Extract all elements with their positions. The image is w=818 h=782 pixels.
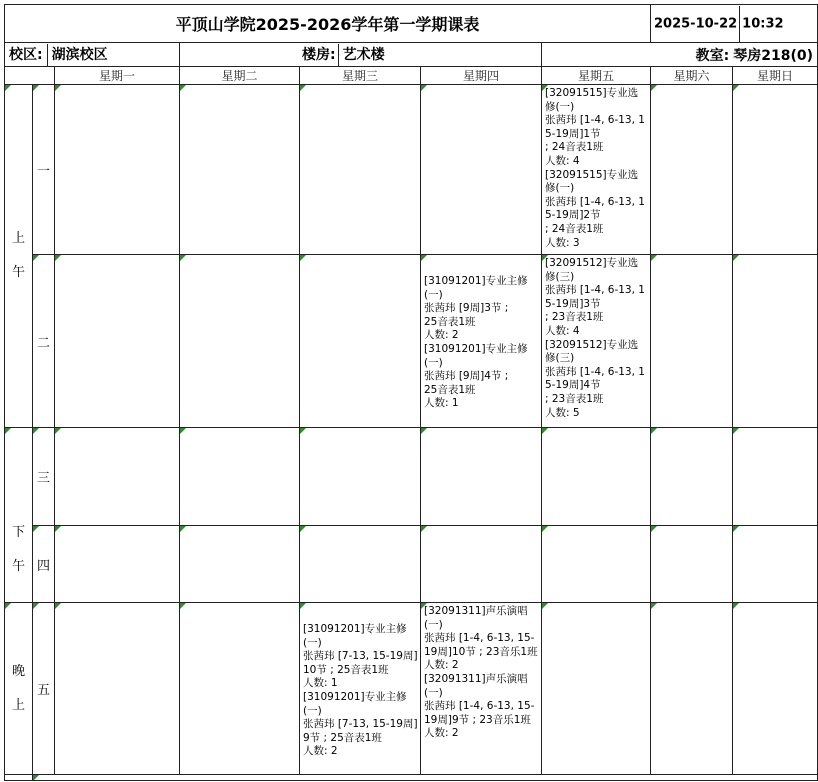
slot-p4-mon[interactable] bbox=[55, 526, 180, 603]
slot-p2-tue[interactable] bbox=[180, 255, 300, 428]
course-line: [31091201]专业主修(一) bbox=[303, 690, 407, 717]
course-line: 人数: 4 bbox=[545, 324, 580, 337]
building-info bbox=[180, 43, 542, 67]
trailing-cell bbox=[5, 775, 33, 781]
section-evening-char-1: 晚 bbox=[11, 663, 25, 679]
course-line: 人数: 3 bbox=[545, 236, 580, 249]
room-info bbox=[542, 43, 818, 67]
slot-p1-thu[interactable] bbox=[421, 85, 542, 255]
slot-p4-tue[interactable] bbox=[180, 526, 300, 603]
period-5: 五 bbox=[33, 603, 55, 775]
slot-p3-sun[interactable] bbox=[733, 428, 818, 526]
course-line: 张茜玮 [9周]3节 ; bbox=[424, 302, 509, 315]
slot-p4-sat[interactable] bbox=[651, 526, 733, 603]
course-line: [31091201]专业主修(一) bbox=[424, 275, 528, 301]
slot-p3-mon[interactable] bbox=[55, 428, 180, 526]
slot-p1-sun[interactable] bbox=[733, 85, 818, 255]
course-line: [31091201]专业主修(一) bbox=[424, 342, 528, 369]
slot-p4-fri[interactable] bbox=[542, 526, 651, 603]
room-value: 琴房218(0) bbox=[733, 47, 814, 64]
course-line: 张茜玮 [1-4, 6-13, 15-19周]9节 ; 23音乐1班 bbox=[424, 700, 535, 726]
course-line: [32091512]专业选修(三) bbox=[545, 338, 639, 365]
corner-cell bbox=[5, 67, 55, 85]
course-line: ; 24音表1班 bbox=[545, 141, 604, 154]
course-line: 张茜玮 [7-13, 15-19周]9节 ; 25音表1班 bbox=[303, 718, 418, 744]
slot-p2-mon[interactable] bbox=[55, 255, 180, 428]
section-morning-char-1: 上 bbox=[11, 231, 25, 246]
course-line: 张茜玮 [7-13, 15-19周]10节 ; 25音表1班 bbox=[303, 650, 418, 676]
section-afternoon-char-1: 下 bbox=[11, 525, 25, 540]
building-label: 楼房: bbox=[302, 46, 336, 63]
slot-p3-fri[interactable] bbox=[542, 428, 651, 526]
course-line: 人数: 2 bbox=[424, 659, 459, 672]
course-line: 25音表1班 bbox=[424, 383, 476, 396]
slot-p5-mon[interactable] bbox=[55, 603, 180, 775]
slot-p5-fri[interactable] bbox=[542, 603, 651, 775]
timestamp-time: 10:32 bbox=[742, 16, 784, 31]
slot-p3-thu[interactable] bbox=[421, 428, 542, 526]
course-line: 人数: 4 bbox=[545, 154, 580, 167]
slot-p4-sun[interactable] bbox=[733, 526, 818, 603]
timestamp bbox=[651, 5, 818, 43]
course-line: 张茜玮 [1-4, 6-13, 15-19周]3节 bbox=[545, 284, 645, 310]
section-morning bbox=[5, 85, 33, 428]
slot-p5-wed[interactable] bbox=[300, 603, 421, 775]
page-title: 平顶山学院2025-2026学年第一学期课表 bbox=[5, 5, 651, 43]
slot-p3-wed[interactable] bbox=[300, 428, 421, 526]
day-header-wed: 星期三 bbox=[300, 67, 421, 85]
course-line: 人数: 2 bbox=[424, 329, 459, 342]
day-header-sat: 星期六 bbox=[651, 67, 733, 85]
slot-p1-tue[interactable] bbox=[180, 85, 300, 255]
course-line: [32091515]专业选修(一) bbox=[545, 87, 639, 113]
period-2: 二 bbox=[33, 255, 55, 428]
slot-p5-thu[interactable] bbox=[421, 603, 542, 775]
slot-p2-wed[interactable] bbox=[300, 255, 421, 428]
slot-p1-mon[interactable] bbox=[55, 85, 180, 255]
course-line: 张茜玮 [9周]4节 ; bbox=[424, 370, 509, 383]
course-line: 人数: 1 bbox=[303, 677, 338, 690]
course-line: ; 23音表1班 bbox=[545, 311, 604, 324]
trailing-row bbox=[33, 775, 818, 781]
course-line: ; 24音表1班 bbox=[545, 222, 604, 235]
day-header-sun: 星期日 bbox=[733, 67, 818, 85]
day-header-tue: 星期二 bbox=[180, 67, 300, 85]
course-line: [32091311]声乐演唱(一) bbox=[424, 672, 528, 699]
campus-info bbox=[5, 43, 180, 67]
slot-p4-wed[interactable] bbox=[300, 526, 421, 603]
slot-p5-sat[interactable] bbox=[651, 603, 733, 775]
section-afternoon bbox=[5, 428, 33, 603]
day-header-thu: 星期四 bbox=[421, 67, 542, 85]
course-line: 25音表1班 bbox=[424, 315, 476, 328]
section-morning-char-2: 午 bbox=[11, 265, 25, 280]
slot-p2-sat[interactable] bbox=[651, 255, 733, 428]
course-line: 张茜玮 [1-4, 6-13, 15-19周]10节 ; 23音乐1班 bbox=[424, 632, 538, 658]
course-line: ; 23音表1班 bbox=[545, 392, 604, 405]
period-1: 一 bbox=[33, 85, 55, 255]
campus-label: 校区: bbox=[9, 46, 43, 63]
room-label: 教室: bbox=[695, 47, 730, 64]
section-afternoon-char-2: 午 bbox=[11, 559, 25, 574]
slot-p5-sun[interactable] bbox=[733, 603, 818, 775]
timestamp-date: 2025-10-22 bbox=[654, 16, 738, 31]
course-line: 张茜玮 [1-4, 6-13, 15-19周]4节 bbox=[545, 365, 645, 392]
slot-p3-sat[interactable] bbox=[651, 428, 733, 526]
period-4: 四 bbox=[33, 526, 55, 603]
course-line: 人数: 5 bbox=[545, 406, 580, 419]
section-evening bbox=[5, 603, 33, 775]
slot-p2-sun[interactable] bbox=[733, 255, 818, 428]
slot-p3-tue[interactable] bbox=[180, 428, 300, 526]
timetable-grid bbox=[4, 4, 818, 781]
slot-p1-wed[interactable] bbox=[300, 85, 421, 255]
slot-p2-fri[interactable] bbox=[542, 255, 651, 428]
course-line: 张茜玮 [1-4, 6-13, 15-19周]2节 bbox=[545, 195, 645, 222]
slot-p1-sat[interactable] bbox=[651, 85, 733, 255]
day-header-mon: 星期一 bbox=[55, 67, 180, 85]
campus-value: 湖滨校区 bbox=[51, 46, 108, 63]
course-line: 人数: 2 bbox=[424, 727, 459, 740]
slot-p2-thu[interactable] bbox=[421, 255, 542, 428]
slot-p1-fri[interactable] bbox=[542, 85, 651, 255]
course-line: [31091201]专业主修(一) bbox=[303, 623, 407, 649]
slot-p4-thu[interactable] bbox=[421, 526, 542, 603]
period-3: 三 bbox=[33, 428, 55, 526]
slot-p5-tue[interactable] bbox=[180, 603, 300, 775]
course-line: [32091512]专业选修(三) bbox=[545, 257, 639, 283]
course-line: [32091515]专业选修(一) bbox=[545, 168, 639, 195]
course-line: 张茜玮 [1-4, 6-13, 15-19周]1节 bbox=[545, 114, 645, 140]
course-line: 人数: 1 bbox=[424, 397, 459, 410]
course-line: 人数: 2 bbox=[303, 745, 338, 758]
section-evening-char-2: 上 bbox=[11, 697, 25, 713]
day-header-fri: 星期五 bbox=[542, 67, 651, 85]
building-value: 艺术楼 bbox=[342, 46, 385, 63]
course-line: [32091311]声乐演唱(一) bbox=[424, 605, 528, 631]
